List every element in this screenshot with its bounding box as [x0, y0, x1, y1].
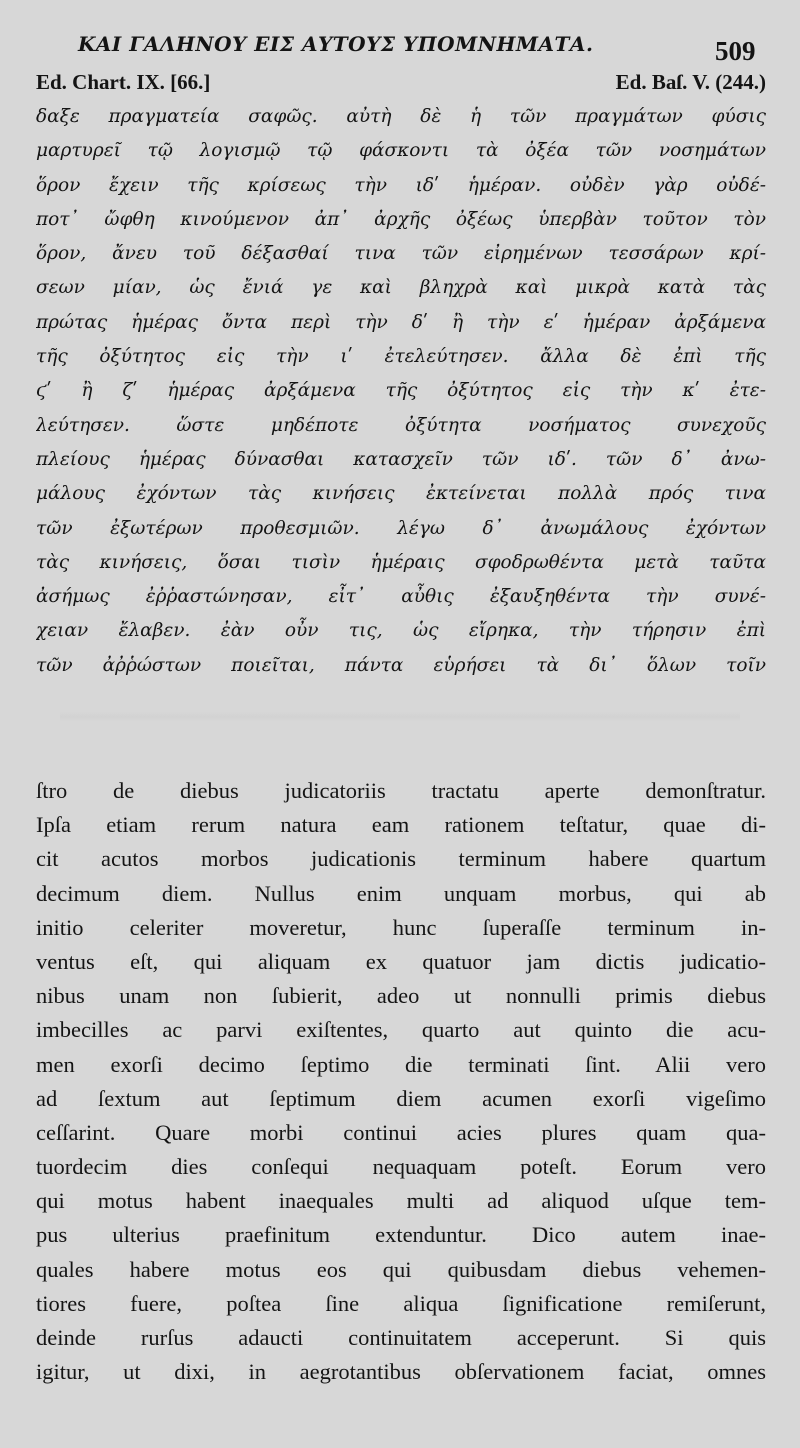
greek-line: τῆς ὀξύτητος εἰς τὴν ιʹ ἐτελεύτησεν. ἄλλα δὲ ἐπὶ τῆς [36, 346, 766, 368]
latin-text-block [36, 774, 766, 1389]
latin-line: ad ſextum aut ſeptimum diem acumen exorſi vigeſimo [36, 1085, 766, 1111]
bleed-through-shadow [60, 712, 740, 722]
greek-line: δαξε πραγματεία σαφῶς. αὐτὴ δὲ ἡ τῶν πραγμάτων φύσις [36, 106, 766, 127]
latin-line: quales habere motus eos qui quibusdam diebus vehemen- [36, 1256, 766, 1282]
greek-line: ἀσήμως ἐῤῥαστώνησαν, εἶτ᾽ αὖθις ἐξαυξηθέντα τὴν συνέ- [36, 586, 766, 608]
latin-line: qui motus habent inaequales multi ad aliquod uſque tem- [36, 1188, 766, 1214]
edition-reference-basel: Ed. Baſ. V. (244.) [615, 70, 766, 94]
edition-reference-line [36, 70, 766, 100]
latin-line: tiores fuere, poſtea ſine aliqua ſignificatione remiſerunt, [36, 1290, 766, 1316]
latin-line: decimum diem. Nullus enim unquam morbus, qui ab [36, 880, 766, 906]
greek-line: ϛʹ ἢ ζʹ ἡμέρας ἀρξάμενα τῆς ὀξύτητος εἰς τὴν κʹ ἐτε- [36, 380, 766, 402]
greek-line: χειαν ἔλαβεν. ἐὰν οὖν τις, ὡς εἴρηκα, τὴν τήρησιν ἐπὶ [36, 620, 766, 642]
greek-line: ὅρον ἔχειν τῆς κρίσεως τὴν ιδʹ ἡμέραν. οὐδὲν γὰρ οὐδέ- [36, 174, 766, 196]
latin-line: ceſſarint. Quare morbi continui acies plures quam qua- [36, 1119, 766, 1145]
running-head [0, 30, 800, 70]
latin-line: men exorſi decimo ſeptimo die terminati ſint. Alii vero [36, 1051, 766, 1077]
latin-line: ventus eſt, qui aliquam ex quatuor jam dictis judicatio- [36, 948, 766, 974]
page-number: 509 [715, 36, 756, 66]
latin-line: tuordecim dies conſequi nequaquam poteſt. Eorum vero [36, 1154, 766, 1180]
edition-reference-chartier: Ed. Chart. IX. [66.] [36, 70, 211, 94]
greek-line: πλείους ἡμέρας δύνασθαι κατασχεῖν τῶν ιδʹ. τῶν δ᾽ ἀνω- [36, 448, 766, 470]
latin-line: Ipſa etiam rerum natura eam rationem teſtatur, quae di- [36, 812, 766, 838]
greek-line: μάλους ἐχόντων τὰς κινήσεις ἐκτείνεται πολλὰ πρός τινα [36, 483, 766, 505]
greek-line: τὰς κινήσεις, ὅσαι τισὶν ἡμέραις σφοδρωθέντα μετὰ ταῦτα [36, 551, 766, 573]
greek-line: ποτ᾽ ὤφθη κινούμενον ἀπ᾽ ἀρχῆς ὀξέως ὑπερβὰν τοῦτον τὸν [36, 208, 766, 230]
latin-line: ſtro de diebus judicatoriis tractatu aperte demonſtratur. [36, 778, 766, 803]
latin-line: pus ulterius praefinitum extenduntur. Dico autem inae- [36, 1222, 766, 1248]
latin-line: nibus unam non ſubierit, adeo ut nonnulli primis diebus [36, 983, 766, 1009]
greek-line: πρώτας ἡμέρας ὄντα περὶ τὴν δʹ ἢ τὴν εʹ ἡμέραν ἀρξάμενα [36, 311, 766, 333]
latin-line: initio celeriter moveretur, hunc ſuperaſſe terminum in- [36, 914, 766, 940]
latin-line: deinde rurſus adaucti continuitatem acceperunt. Si quis [36, 1325, 766, 1350]
greek-line: τῶν ἀῤῥώστων ποιεῖται, πάντα εὑρήσει τὰ δι᾽ ὅλων τοῖν [36, 654, 766, 676]
latin-line: cit acutos morbos judicationis terminum habere quartum [36, 846, 766, 872]
running-title: ΚΑΙ ΓΑΛΗΝΟΥ ΕΙΣ ΑΥΤΟΥΣ ΥΠΟΜΝΗΜΑΤΑ. [78, 32, 594, 56]
greek-line: λεύτησεν. ὥστε μηδέποτε ὀξύτητα νοσήματος συνεχοῦς [36, 414, 766, 436]
greek-line: ὅρον, ἄνευ τοῦ δέξασθαί τινα τῶν εἰρημένων τεσσάρων κρί- [36, 243, 766, 265]
latin-line: igitur, ut dixi, in aegrotantibus obſervationem faciat, omnes [36, 1359, 766, 1385]
greek-line: μαρτυρεῖ τῷ λογισμῷ τῷ φάσκοντι τὰ ὀξέα τῶν νοσημάτων [36, 140, 766, 162]
greek-text-block [36, 100, 766, 683]
greek-line: σεων μίαν, ὡς ἔνιά γε καὶ βληχρὰ καὶ μικρὰ κατὰ τὰς [36, 277, 766, 299]
latin-line: imbecilles ac parvi exiſtentes, quarto aut quinto die acu- [36, 1017, 766, 1043]
greek-line: τῶν ἐξωτέρων προθεσμιῶν. λέγω δ᾽ ἀνωμάλους ἐχόντων [36, 517, 766, 539]
